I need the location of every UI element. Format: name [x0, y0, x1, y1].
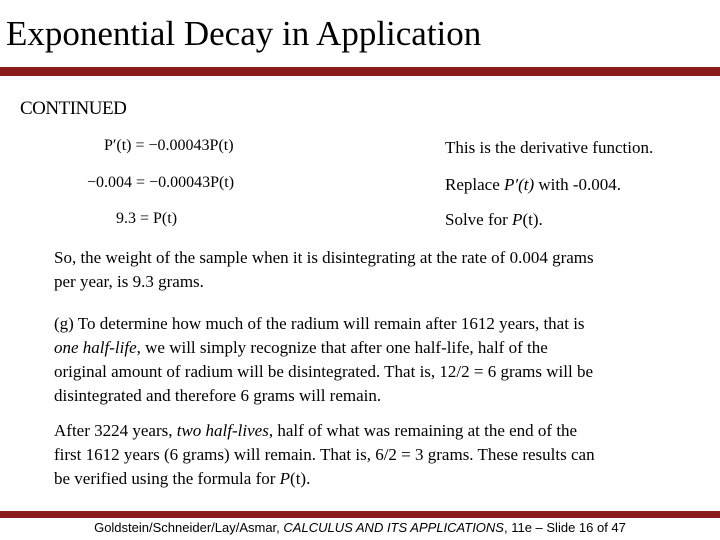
- note-solve: [445, 210, 543, 230]
- paragraph-line: [54, 467, 714, 491]
- paragraph-line: [54, 419, 714, 443]
- paragraph-line: [54, 336, 714, 360]
- paragraph-half-life: [54, 312, 714, 408]
- paragraph-text: , we will simply recognize that after one half-life, half of the: [136, 338, 548, 357]
- footer-divider-bar: [0, 511, 720, 518]
- paragraph-weight: [54, 246, 714, 294]
- note-solve-post: (t).: [522, 210, 543, 229]
- note-replace-post: with -0.004.: [534, 175, 622, 194]
- paragraph-text: be verified using the formula for: [54, 469, 280, 488]
- paragraph-text: , half of what was remaining at the end of the: [268, 421, 578, 440]
- paragraph-line: original amount of radium will be disintegrated. That is, 12/2 = 6 grams will be: [54, 362, 594, 381]
- section-label: CONTINUED: [20, 98, 127, 119]
- title-divider-bar: [0, 67, 720, 76]
- paragraph-line: (g) To determine how much of the radium will remain after 1612 years, that is: [54, 314, 585, 333]
- paragraph-line: disintegrated and therefore 6 grams will remain.: [54, 386, 382, 405]
- paragraph-line: first 1612 years (6 grams) will remain. That is, 6/2 = 3 grams. These results can: [54, 445, 595, 464]
- equation-solution: 9.3 = P(t): [116, 210, 178, 227]
- note-solve-pre: Solve for: [445, 210, 513, 229]
- note-replace-pre: Replace: [445, 175, 504, 194]
- slide-footer: [0, 518, 720, 538]
- equation-derivative: P′(t) = −0.00043P(t): [104, 137, 234, 154]
- footer-book-title: CALCULUS AND ITS APPLICATIONS: [283, 520, 504, 535]
- paragraph-text: After 3224 years,: [54, 421, 177, 440]
- italic-term: one half-life: [54, 338, 137, 357]
- paragraph-line: per year, is 9.3 grams.: [54, 272, 204, 291]
- note-derivative: This is the derivative function.: [445, 138, 654, 157]
- note-solve-var: P: [512, 210, 523, 229]
- footer-authors: Goldstein/Schneider/Lay/Asmar,: [94, 520, 284, 535]
- equation-substituted: −0.004 = −0.00043P(t): [87, 174, 235, 191]
- note-replace-var: P′(t): [504, 175, 535, 194]
- footer-slide-number: , 11e – Slide 16 of 47: [503, 520, 626, 535]
- paragraph-two-half-lives: [54, 419, 714, 491]
- italic-term: two half-lives: [176, 421, 269, 440]
- paragraph-line: So, the weight of the sample when it is disintegrating at the rate of 0.004 grams: [54, 248, 594, 267]
- paragraph-text: (t).: [290, 469, 311, 488]
- italic-var: P: [279, 469, 291, 488]
- slide-title: Exponential Decay in Application: [6, 14, 482, 53]
- note-replace: [445, 175, 621, 195]
